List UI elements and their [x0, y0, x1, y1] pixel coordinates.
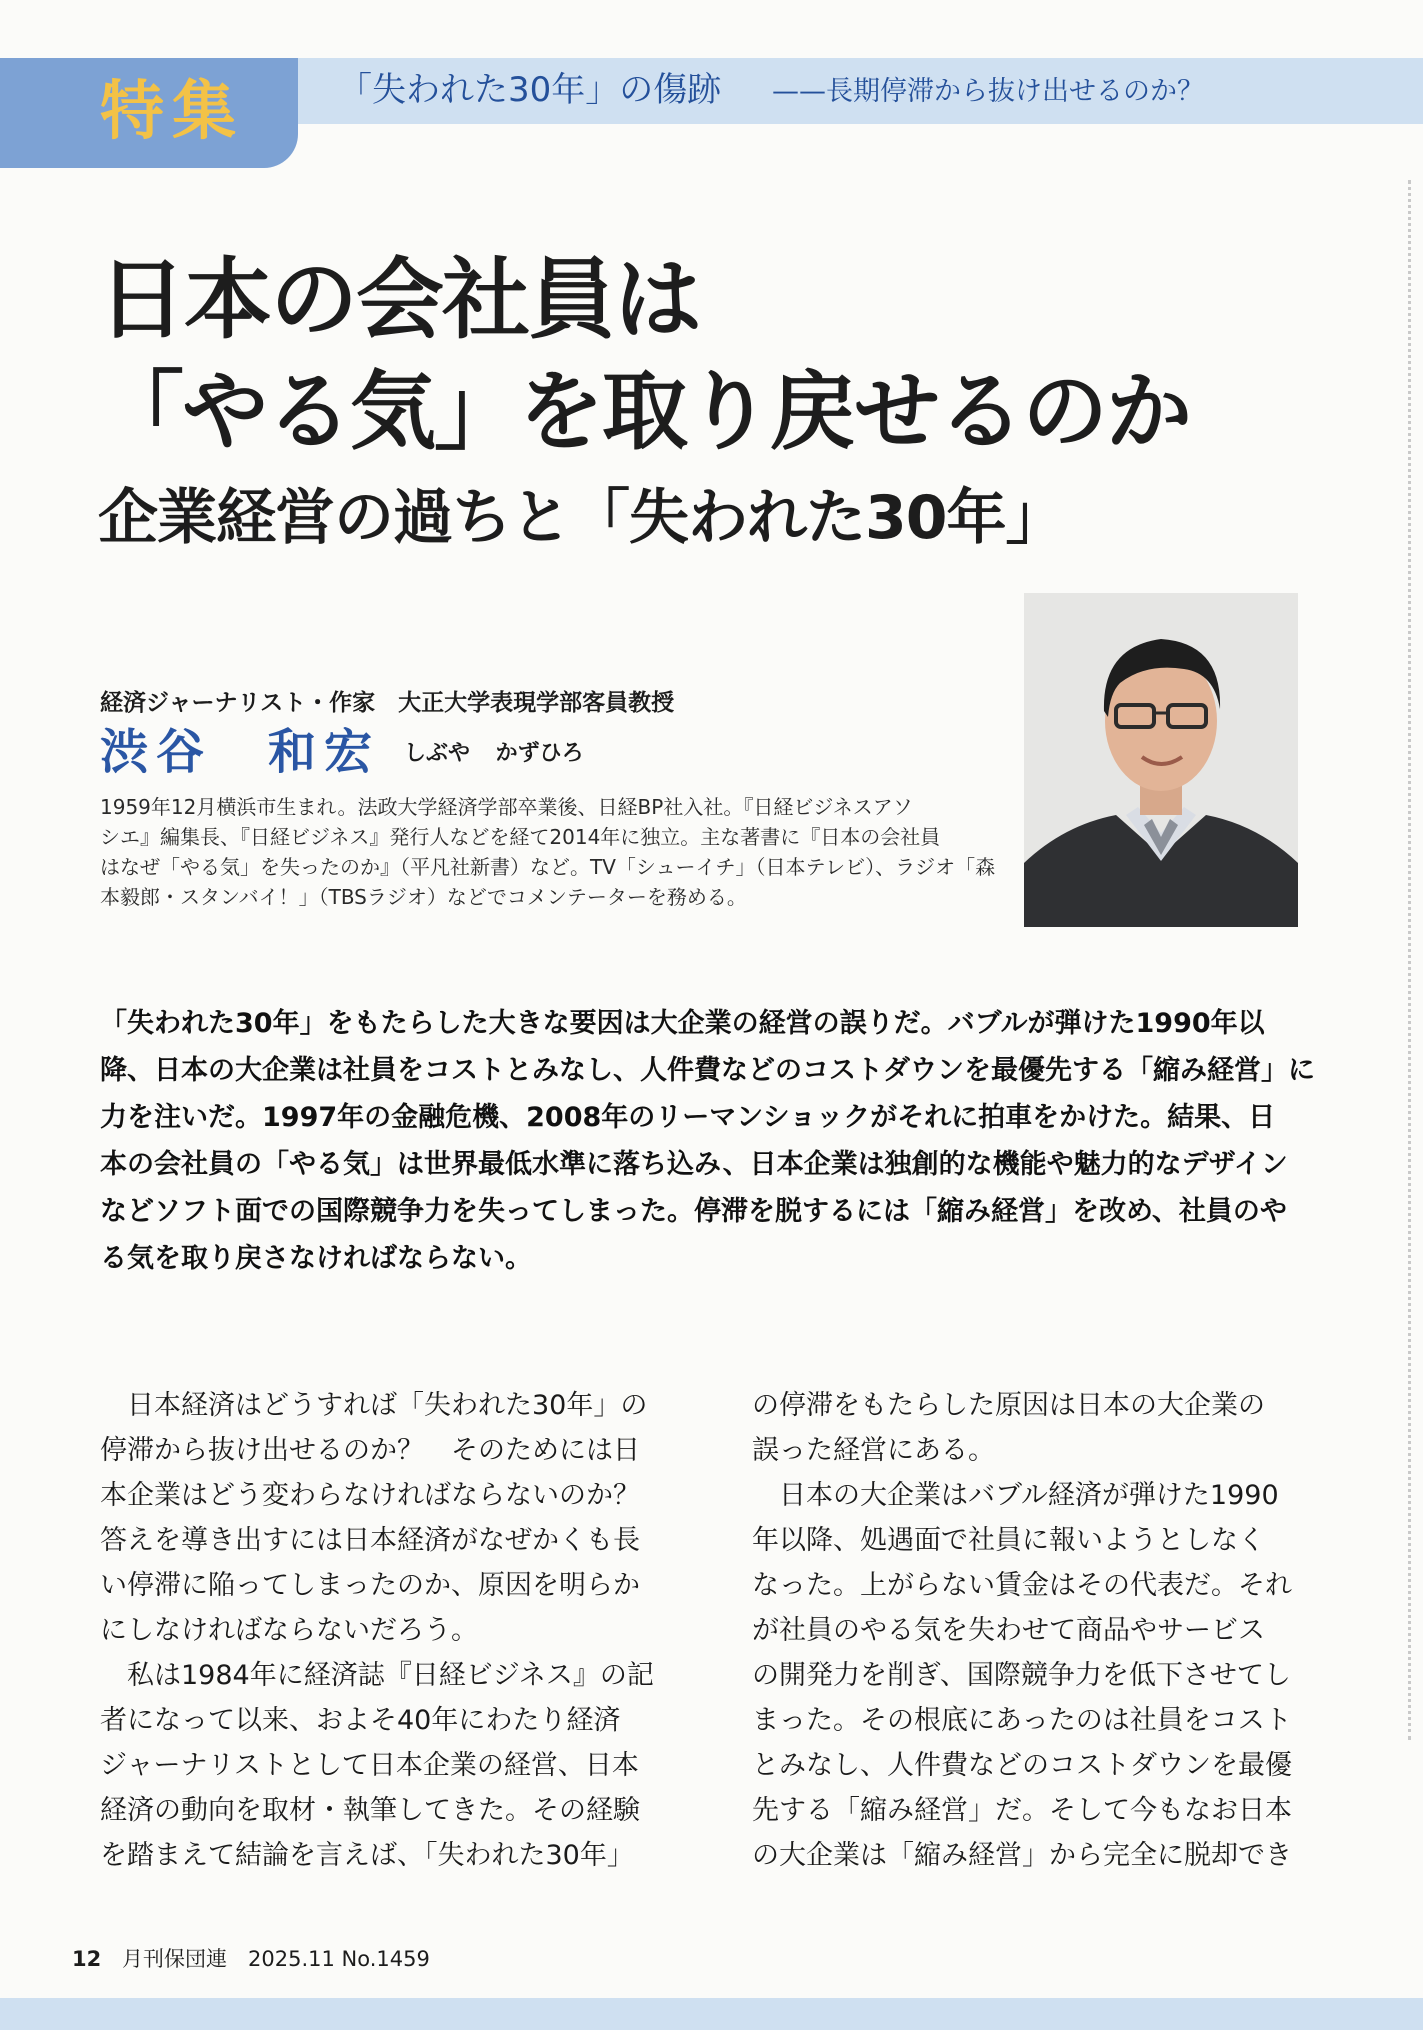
body-line: なった。上がらない賃金はその代表だ。それ — [752, 1570, 1292, 1601]
bio-line: 1959年12月横浜市生まれ。法政大学経済学部卒業後、日経BP社入社。『日経ビジネスアソ — [100, 795, 913, 819]
article-subtitle: 企業経営の過ちと「失われた30年」 — [98, 483, 1065, 553]
feature-label: 特集 — [100, 75, 244, 149]
lead-line: る気を取り戻さなければならない。 — [100, 1243, 532, 1274]
author-affiliation: 経済ジャーナリスト・作家 大正大学表現学部客員教授 — [100, 690, 675, 716]
author-name-reading: しぶや かずひろ — [404, 741, 584, 766]
page-number: 12 — [72, 1947, 102, 1971]
lead-line: 力を注いだ。1997年の金融危機、2008年のリーマンショックがそれに拍車をかけた。結果、日 — [100, 1102, 1276, 1133]
article-title-line-1: 日本の会社員は — [98, 248, 701, 351]
lead-line: 本の会社員の「やる気」は世界最低水準に落ち込み、日本企業は独創的な機能や魅力的なデザイン — [100, 1149, 1288, 1180]
body-line: 私は1984年に経済誌『日経ビジネス』の記 — [100, 1660, 654, 1691]
bio-line: シエ』編集長、『日経ビジネス』発行人などを経て2014年に独立。主な著書に『日本の会社員 — [100, 825, 941, 849]
body-line: とみなし、人件費などのコストダウンを最優 — [752, 1750, 1292, 1781]
lead-line: 降、日本の大企業は社員をコストとみなし、人件費などのコストダウンを最優先する「縮み経営」に — [100, 1055, 1315, 1086]
lead-paragraph — [100, 1000, 1315, 1282]
lead-line: 「失われた30年」をもたらした大きな要因は大企業の経営の誤りだ。バブルが弾けた1990年以 — [100, 1008, 1265, 1039]
body-line: 日本の大企業はバブル経済が弾けた1990 — [752, 1480, 1279, 1511]
body-line: 停滞から抜け出せるのか？ そのためには日 — [100, 1435, 640, 1466]
magazine-issue: 月刊保団連 2025.11 No.1459 — [122, 1947, 430, 1971]
body-column-left — [100, 1383, 655, 1878]
bio-line: 本毅郎・スタンバイ！」（TBSラジオ）などでコメンテーターを務める。 — [100, 885, 747, 909]
series-title: 「失われた30年」の傷跡 — [338, 70, 722, 110]
body-column-right — [752, 1383, 1307, 1878]
body-line: ジャーナリストとして日本企業の経営、日本 — [100, 1750, 639, 1781]
page-edge-perforation — [1408, 180, 1413, 1740]
body-line: まった。その根底にあったのは社員をコスト — [752, 1705, 1292, 1736]
body-line: の大企業は「縮み経営」から完全に脱却でき — [752, 1840, 1292, 1871]
body-line: 誤った経営にある。 — [752, 1435, 995, 1466]
body-line: 日本経済はどうすれば「失われた30年」の — [100, 1390, 648, 1421]
bio-line: はなぜ「やる気」を失ったのか』（平凡社新書）など。TV「シューイチ」（日本テレビ）、ラジオ「森 — [100, 855, 996, 879]
author-bio — [100, 792, 1000, 912]
body-line: 答えを導き出すには日本経済がなぜかくも長 — [100, 1525, 640, 1556]
body-line: にしなければならないだろう。 — [100, 1615, 478, 1646]
footer-band — [0, 1998, 1423, 2030]
body-line: の開発力を削ぎ、国際競争力を低下させてし — [752, 1660, 1291, 1691]
article-title-line-2: 「やる気」を取り戻せるのか — [98, 362, 1190, 462]
author-name: 渋谷 和宏 — [100, 724, 381, 780]
body-line: い停滞に陥ってしまったのか、原因を明らか — [100, 1570, 640, 1601]
series-subtitle: ——長期停滞から抜け出せるのか？ — [772, 76, 1204, 107]
body-line: 者になって以来、およそ40年にわたり経済 — [100, 1705, 621, 1736]
body-line: を踏まえて結論を言えば、「失われた30年」 — [100, 1840, 634, 1871]
body-line: が社員のやる気を失わせて商品やサービス — [752, 1615, 1265, 1646]
body-line: 本企業はどう変わらなければならないのか？ — [100, 1480, 640, 1511]
body-line: の停滞をもたらした原因は日本の大企業の — [752, 1390, 1265, 1421]
body-line: 年以降、処遇面で社員に報いようとしなく — [752, 1525, 1265, 1556]
lead-line: などソフト面での国際競争力を失ってしまった。停滞を脱するには「縮み経営」を改め、社員のや — [100, 1196, 1287, 1227]
body-line: 経済の動向を取材・執筆してきた。その経験 — [100, 1795, 640, 1826]
body-line: 先する「縮み経営」だ。そして今もなお日本 — [752, 1795, 1292, 1826]
author-portrait-image — [1024, 593, 1298, 927]
author-photo — [1024, 593, 1298, 927]
